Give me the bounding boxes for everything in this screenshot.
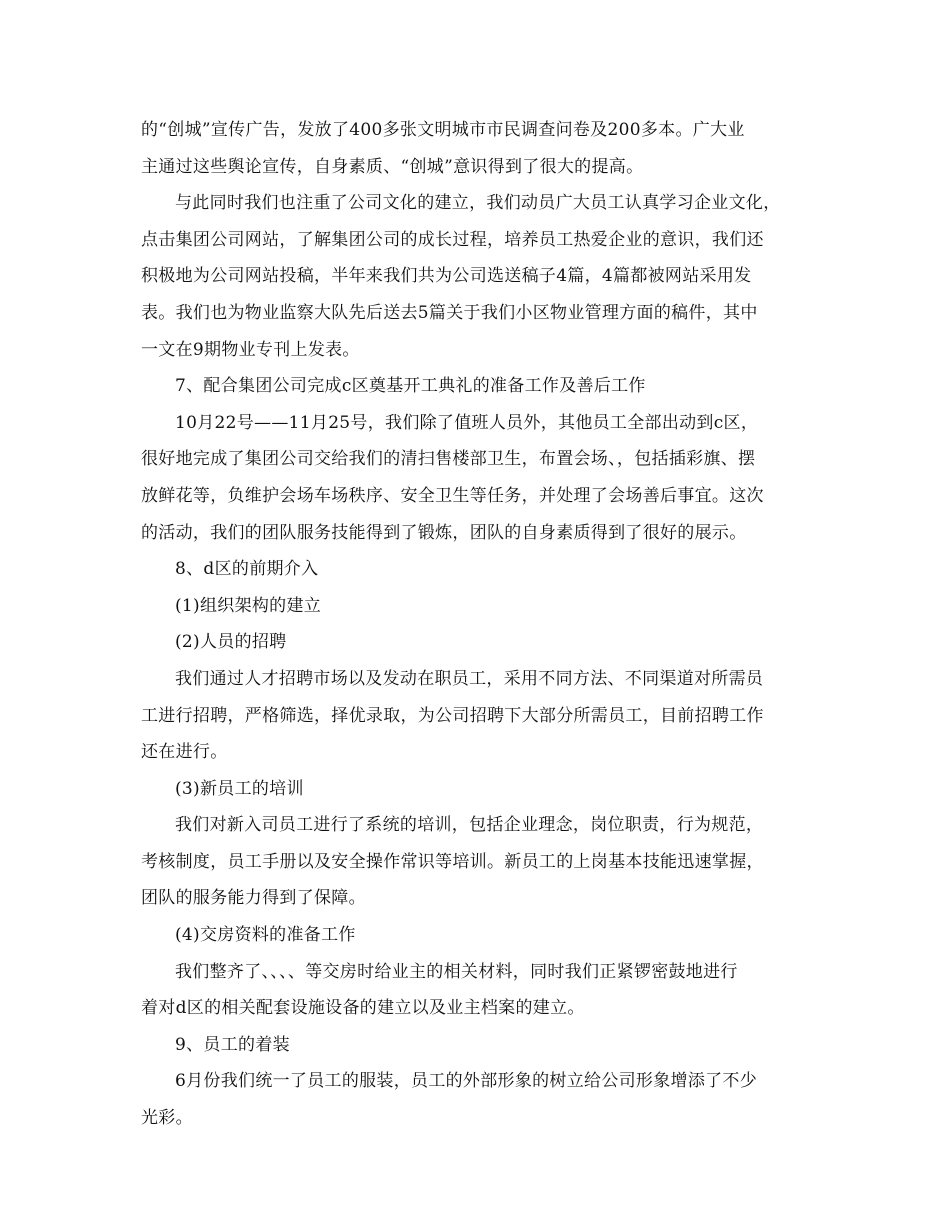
text-line: 6月份我们统一了员工的服装，员工的外部形象的树立给公司形象增添了不少 — [175, 1071, 758, 1092]
text-line: 主通过这些舆论宣传，自身素质、“创城”意识得到了很大的提高。 — [141, 156, 644, 177]
text-line: 着对d区的相关配套设施设备的建立以及业主档案的建立。 — [141, 998, 585, 1019]
text-line: (1)组织架构的建立 — [175, 595, 322, 616]
text-line: 7、配合集团公司完成c区奠基开工典礼的准备工作及善后工作 — [175, 376, 646, 397]
text-line: 放鲜花等，负维护会场车场秩序、安全卫生等任务，并处理了会场善后事宜。这次 — [141, 485, 764, 506]
text-line: 我们整齐了、、、、等交房时给业主的相关材料，同时我们正紧锣密鼓地进行 — [175, 961, 738, 982]
text-line: 工进行招聘，严格筛选，择优录取，为公司招聘下大部分所需员工，目前招聘工作 — [141, 705, 764, 726]
text-line: 积极地为公司网站投稿，半年来我们共为公司选送稿子4篇，4篇都被网站采用发 — [141, 266, 752, 287]
text-line: 的活动，我们的团队服务技能得到了锻炼，团队的自身素质得到了很好的展示。 — [141, 522, 747, 543]
text-line: 10月22号——11月25号，我们除了值班人员外，其他员工全部出动到c区， — [175, 412, 759, 433]
text-line: (4)交房资料的准备工作 — [175, 925, 356, 946]
text-line: (3)新员工的培训 — [175, 778, 304, 799]
text-line: 点击集团公司网站，了解集团公司的成长过程，培养员工热爱企业的意识，我们还 — [141, 229, 764, 250]
text-line: 很好地完成了集团公司交给我们的清扫售楼部卫生，布置会场、，包括插彩旗、摆 — [141, 449, 756, 470]
text-line: 与此同时我们也注重了公司文化的建立，我们动员广大员工认真学习企业文化， — [175, 193, 781, 214]
text-line: 的“创城”宣传广告，发放了400多张文明城市市民调查问卷及200多本。广大业 — [141, 120, 745, 140]
text-line: 团队的服务能力得到了保障。 — [141, 888, 366, 909]
text-line: 表。我们也为物业监察大队先后送去5篇关于我们小区物业管理方面的稿件，其中 — [141, 302, 758, 323]
text-line: 还在进行。 — [141, 742, 228, 763]
text-line: 光彩。 — [141, 1108, 193, 1129]
document-body — [141, 112, 821, 1137]
text-line: 8、d区的前期介入 — [175, 559, 319, 580]
text-line: (2)人员的招聘 — [175, 632, 287, 653]
text-line: 我们对新入司员工进行了系统的培训，包括企业理念，岗位职责，行为规范， — [175, 815, 764, 836]
text-line: 考核制度，员工手册以及安全操作常识等培训。新员工的上岗基本技能迅速掌握， — [141, 851, 764, 872]
text-line: 9、员工的着装 — [175, 1034, 290, 1055]
text-line: 我们通过人才招聘市场以及发动在职员工，采用不同方法、不同渠道对所需员 — [175, 668, 764, 689]
text-line: 一文在9期物业专刊上发表。 — [141, 339, 360, 360]
